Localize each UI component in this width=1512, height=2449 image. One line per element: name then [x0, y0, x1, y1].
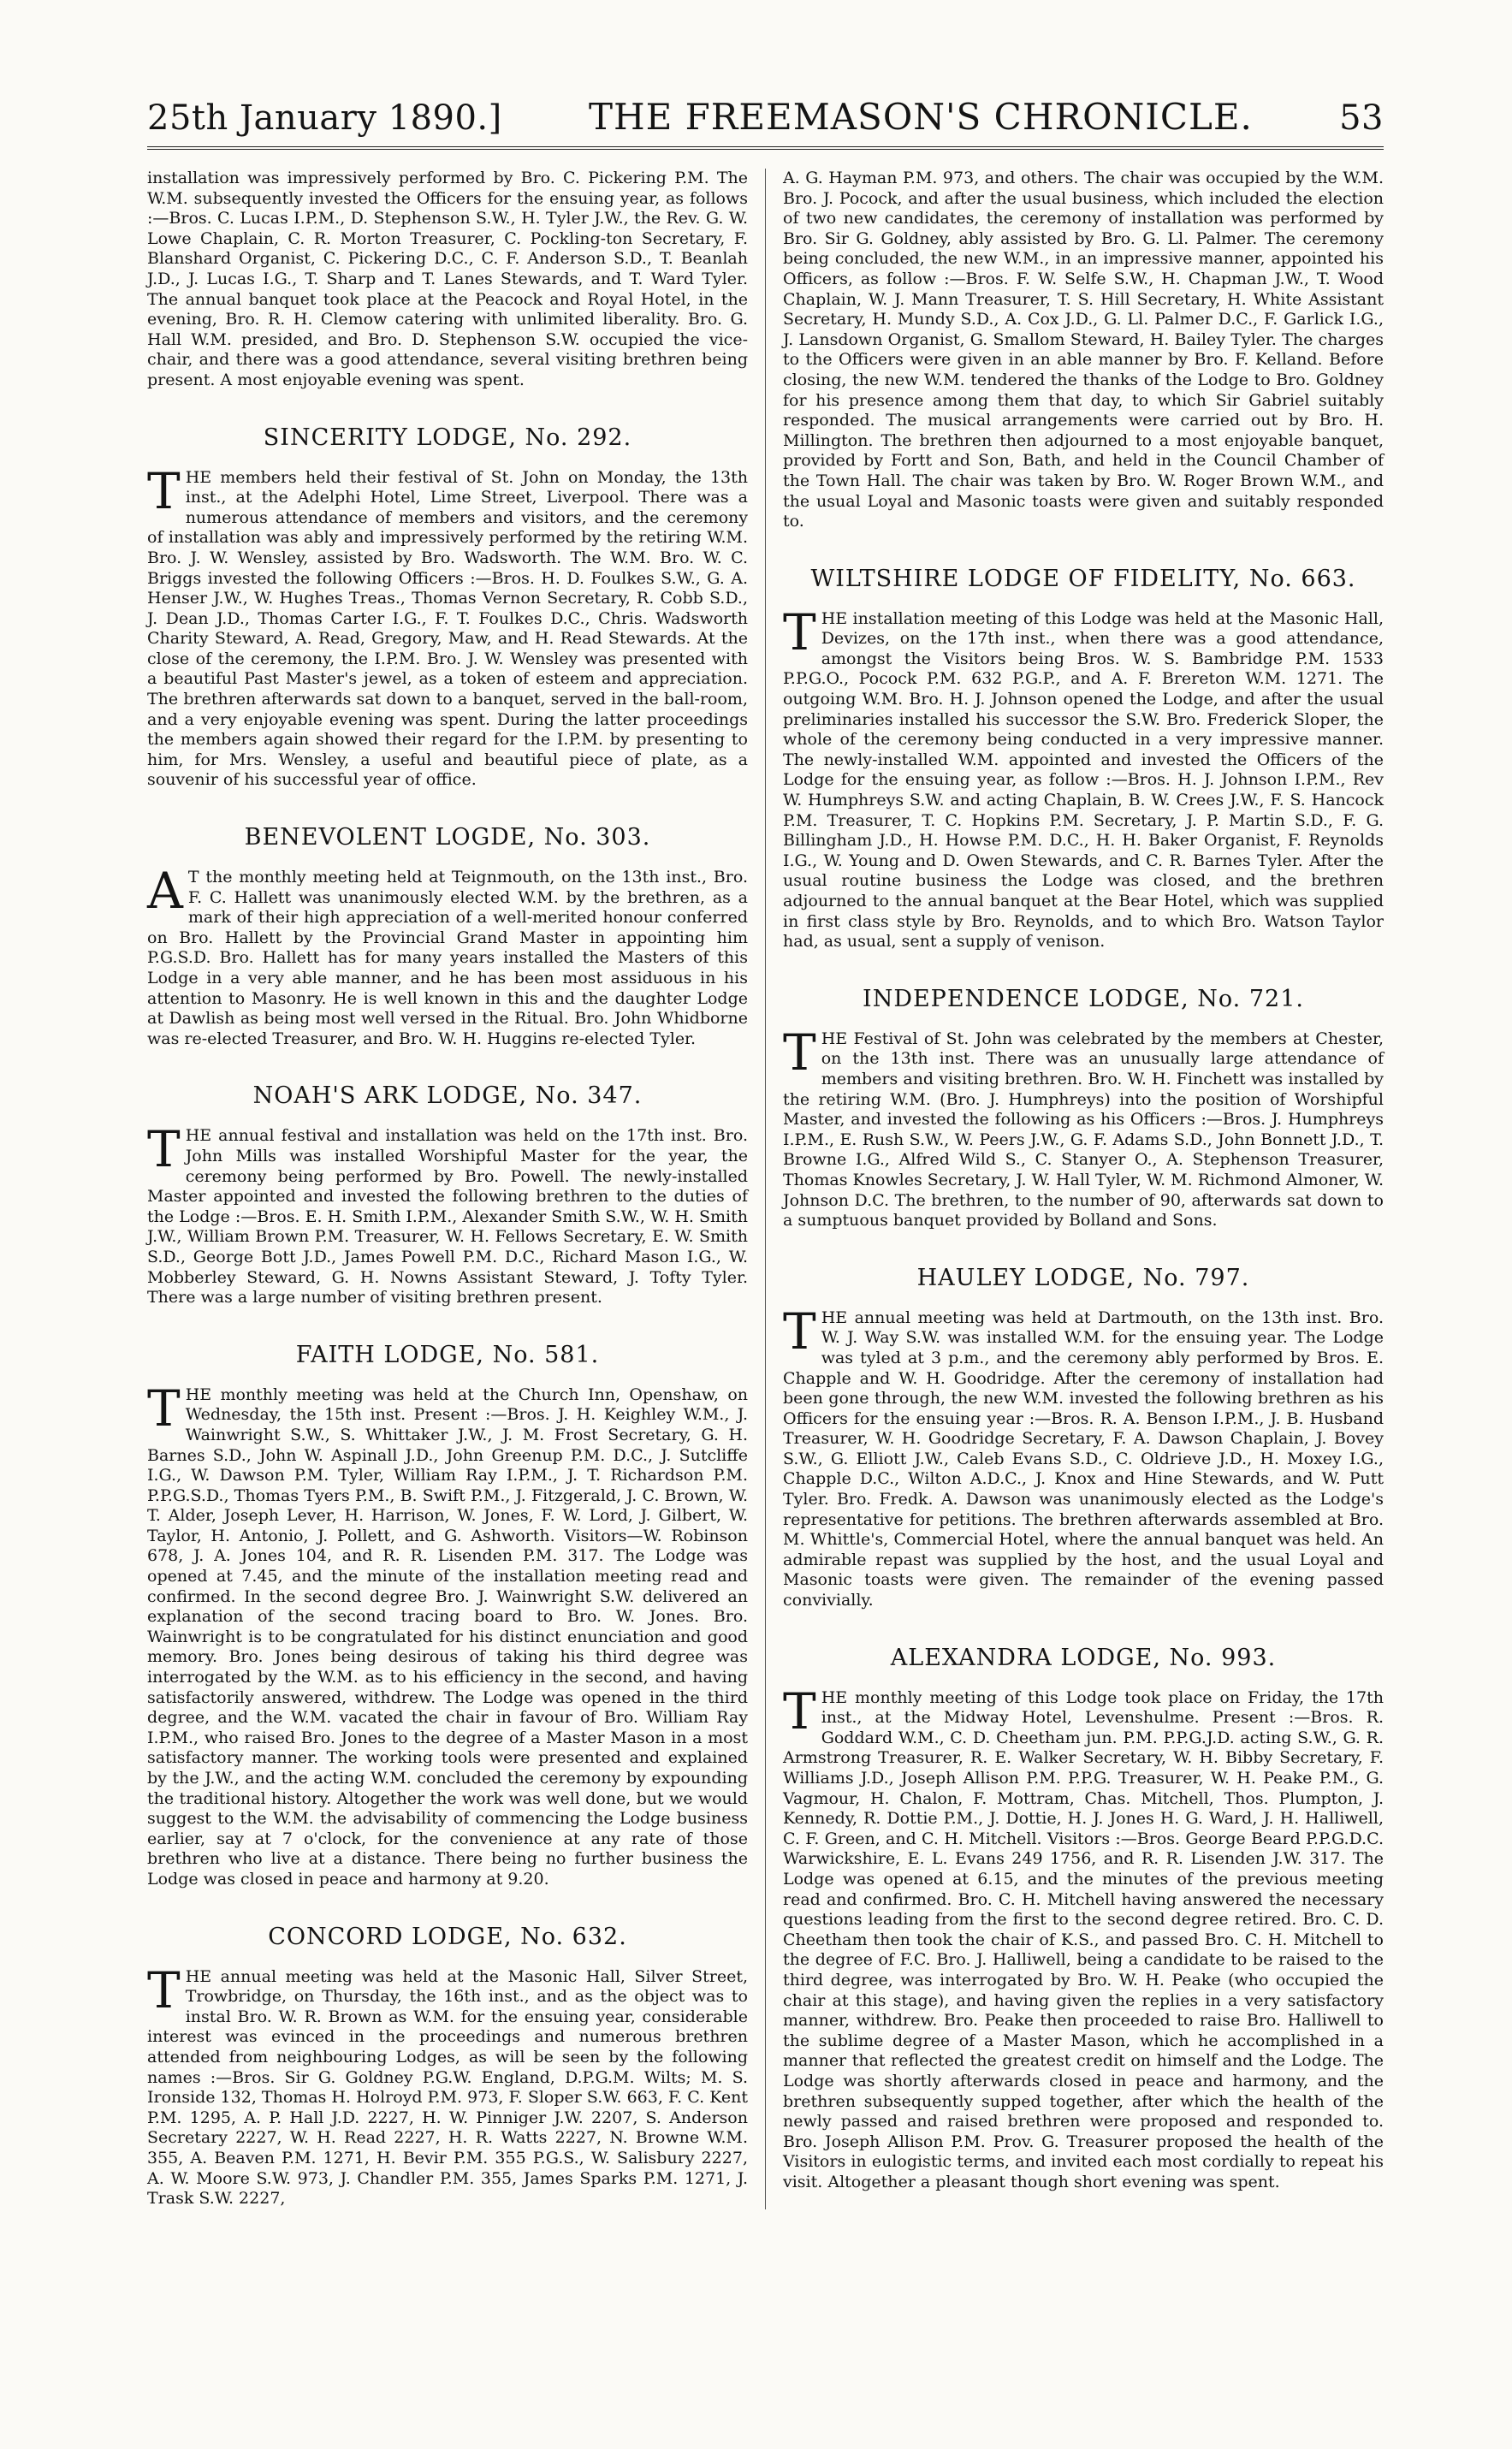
continued-article-text: A. G. Hayman P.M. 973, and others. The chair was occupied by the W.M. Bro. J. Pocock, and after the usual business, which included the election of two new candidates, the ceremony of installation was performed by Bro. Sir G. Goldney, ably assisted by Bro. G. Ll. Palmer. The ceremony being concluded, the new W.M., in an impressive manner, appointed his Officers, as follow :—Bros. F. W. Selfe S.W., H. Chapman J.W., T. Wood Chaplain, W. J. Mann Treasurer, T. S. Hill Secretary, H. White Assistant Secretary, H. Mundy S.D., A. Cox J.D., G. Ll. Palmer D.C., F. Garlick I.G., J. Lansdown Organist, G. Smallom Steward, H. Bailey Tyler. The charges to the Officers were given in an able manner by Bro. F. Kelland. Before closing, the new W.M. tendered the thanks of the Lodge to Bro. Goldney for his presence among them that day, to which Sir Gabriel suitably responded. The musical arrangements were carried out by Bro. H. Millington. The brethren then adjourned to a most enjoyable banquet, provided by Fortt and Son, Bath, and held in the Council Chamber of the Town Hall. The chair was taken by Bro. W. Roger Brown W.M., and the usual Loyal and Masonic toasts were given and suitably responded to. — [783, 169, 1384, 531]
drop-cap: T — [783, 1023, 816, 1082]
article-title: CONCORD LODGE, No. 632. — [268, 1923, 627, 1950]
page-number: 53 — [1339, 98, 1384, 138]
drop-cap: T — [147, 1960, 181, 2019]
drop-cap: T — [147, 1120, 181, 1179]
article-faith-lodge — [147, 1343, 748, 1890]
article-text: HE annual meeting was held at Dartmouth, on the 13th inst. Bro. W. J. Way S.W. was installed W.M. for the ensuing year. The Lodge was tyled at 3 p.m., and the ceremony ably performed by Bros. E. Chapple and W. H. Goodridge. After the ceremony of installation had been gone through, the new W.M. invested the following brethren as his Officers for the ensuing year :—Bros. R. A. Benson I.P.M., J. B. Husband Treasurer, W. H. Goodridge Secretary, F. A. Dawson Chaplain, J. Bovey S.W., G. Elliott J.W., Caleb Evans S.D., C. Oldrieve J.D., H. Moxey I.G., Chapple D.C., Wilton A.D.C., J. Knox and Hine Stewards, and W. Putt Tyler. Bro. Fredk. A. Dawson was unanimously elected as the Lodge's representative for petitions. The brethren afterwards assembled at Bro. M. Whittle's, Commercial Hotel, where the annual banquet was held. An admirable repast was supplied by the host, and the usual Loyal and Masonic toasts were given. The remainder of the evening passed convivially. — [783, 1308, 1384, 1610]
drop-cap: A — [147, 862, 183, 921]
article-text: HE annual festival and installation was held on the 17th inst. Bro. John Mills was installed Worshipful Master for the year, the ceremony being performed by Bro. Powell. The newly-installed Master appointed and invested the following brethren to the duties of the Lodge :—Bros. E. H. Smith I.P.M., Alexander Smith S.W., W. H. Smith J.W., William Brown P.M. Treasurer, W. H. Fellows Secretary, E. W. Smith S.D., George Bott J.D., James Powell P.M. D.C., Richard Mason I.G., W. Mobberley Steward, G. H. Nowns Assistant Steward, J. Tofty Tyler. There was a large number of visiting brethren present. — [147, 1126, 748, 1308]
drop-cap: T — [147, 461, 181, 520]
drop-cap: T — [783, 602, 816, 661]
article-title: FAITH LODGE, No. 581. — [295, 1341, 600, 1368]
article-alexandra-lodge — [783, 1646, 1384, 2193]
left-column-intro — [147, 169, 748, 391]
article-title: INDEPENDENCE LODGE, No. 721. — [863, 985, 1304, 1012]
masthead — [147, 96, 1384, 150]
article-text: HE installation meeting of this Lodge was held at the Masonic Hall, Devizes, on the 17th inst., when there was a good attendance, amongst the Visitors being Bros. W. S. Bambridge P.M. 1533 P.P.G.O., Pocock P.M. 632 P.G.P., and A. F. Brereton W.M. 1271. The outgoing W.M. Bro. H. J. Johnson opened the Lodge, and after the usual preliminaries installed his successor the S.W. Bro. Frederick Sloper, the whole of the ceremony being conducted in a very impressive manner. The newly-installed W.M. appointed and invested the Officers of the Lodge for the ensuing year, as follow :—Bros. H. J. Johnson I.P.M., Rev W. Humphreys S.W. and acting Chaplain, B. W. Crees J.W., F. S. Hancock P.M. Treasurer, T. C. Hopkins P.M. Secretary, J. P. Martin S.D., F. G. Billingham J.D., H. Howse P.M. D.C., H. H. Baker Organist, F. Reynolds I.G., W. Young and D. Owen Stewards, and C. R. Barnes Tyler. After the usual routine business the Lodge was closed, and the brethren adjourned to the annual banquet at the Bear Hotel, which was supplied in first class style by Bro. Reynolds, and to which Bro. Watson Taylor had, as usual, sent a supply of venison. — [783, 608, 1384, 952]
article-title: NOAH'S ARK LODGE, No. 347. — [252, 1082, 643, 1110]
article-text: HE Festival of St. John was celebrated by the members at Chester, on the 13th inst. There was an unusually large attendance of members and visiting brethren. Bro. W. H. Finchett was installed by the retiring W.M. (Bro. J. Humphreys) into the position of Worshipful Master, and invested the following as his Officers :—Bros. J. Humphreys I.P.M., E. Rush S.W., W. Peers J.W., G. F. Adams S.D., John Bonnett J.D., T. Browne I.G., Alfred Wild S., C. Stanyer O., A. Stephenson Treasurer, Thomas Knowles Secretary, J. W. Hall Tyler, W. M. Richmond Almoner, W. Johnson D.C. The brethren, to the number of 90, afterwards sat down to a sumptuous banquet provided by Bolland and Sons. — [783, 1029, 1384, 1230]
article-title: ALEXANDRA LODGE, No. 993. — [890, 1644, 1277, 1671]
article-noahs-ark-lodge — [147, 1083, 748, 1308]
article-text: HE annual meeting was held at the Masonic Hall, Silver Street, Trowbridge, on Thursday, the 16th inst., and as the object was to instal Bro. W. R. Brown as W.M. for the ensuing year, considerable interest was evinced in the proceedings and numerous brethren attended from neighbouring Lodges, as will be seen by the following names :—Bros. Sir G. Goldney P.G.W. England, D.P.G.M. Wilts; M. S. Ironside 132, Thomas H. Holroyd P.M. 973, F. Sloper S.W. 663, F. C. Kent P.M. 1295, A. P. Hall J.D. 2227, H. W. Pinniger J.W. 2207, S. Anderson Secretary 2227, W. H. Read 2227, H. R. Watts 2227, N. Browne W.M. 355, A. Beaven P.M. 1271, H. Bevir P.M. 355 P.G.S., W. Salisbury 2227, A. W. Moore S.W. 973, J. Chandler P.M. 355, James Sparks P.M. 1271, J. Trask S.W. 2227, — [147, 1966, 748, 2209]
continued-article-text: installation was impressively performed by Bro. C. Pickering P.M. The W.M. subsequently invested the Officers for the ensuing year, as follows :—Bros. C. Lucas I.P.M., D. Stephenson S.W., H. Tyler J.W., the Rev. G. W. Lowe Chaplain, C. R. Morton Treasurer, C. Pockling-ton Secretary, F. Blanshard Organist, C. Pickering D.C., C. F. Anderson S.D., T. Beanlah J.D., J. Lucas I.G., T. Sharp and T. Lanes Stewards, and T. Ward Tyler. The annual banquet took place at the Peacock and Royal Hotel, in the evening, Bro. R. H. Clemow catering with unlimited liberality. Bro. G. Hall W.M. presided, and Bro. D. Stephenson S.W. occupied the vice-chair, and there was a good attendance, several visiting brethren being present. A most enjoyable evening was spent. — [147, 169, 748, 389]
drop-cap: T — [783, 1681, 816, 1740]
right-column — [765, 169, 1384, 2209]
article-hauley-lodge — [783, 1266, 1384, 1611]
drop-cap: T — [147, 1379, 181, 1438]
drop-cap: T — [783, 1302, 816, 1361]
article-text: HE monthly meeting of this Lodge took place on Friday, the 17th inst., at the Midway Hotel, Levenshulme. Present :—Bros. R. Goddard W.M., C. D. Cheetham jun. P.M. P.P.G.J.D. acting S.W., G. R. Armstrong Treasurer, R. E. Walker Secretary, W. H. Bibby Secretary, F. Williams J.D., Joseph Allison P.M. P.P.G. Treasurer, W. H. Peake P.M., G. Vagmour, H. Chalon, F. Mottram, Chas. Mitchell, Thos. Plumpton, J. Kennedy, R. Dottie P.M., J. Dottie, H. J. Jones H. G. Ward, J. H. Halliwell, C. F. Green, and C. H. Mitchell. Visitors :—Bros. George Beard P.P.G.D.C. Warwickshire, E. L. Evans 249 1756, and R. R. Lisenden J.W. 317. The Lodge was opened at 6.15, and the minutes of the previous meeting read and confirmed. Bro. C. H. Mitchell having answered the necessary questions leading from the first to the second degree retired. Bro. C. D. Cheetham then took the chair of K.S., and passed Bro. C. H. Mitchell to the degree of F.C. Bro. J. Halliwell, being a candidate to be raised to the third degree, was interrogated by Bro. W. H. Peake (who occupied the chair at this stage), and having given the replies in a very satisfactory manner, withdrew. Bro. Peake then proceeded to raise Bro. Halliwell to the sublime degree of a Master Mason, which he accomplished in a manner that reflected the greatest credit on himself and the Lodge. The Lodge was shortly afterwards closed in peace and harmony, and the brethren subsequently supped together, after which the health of the newly passed and raised brethren were proposed and responded to. Bro. Joseph Allison P.M. Prov. G. Treasurer proposed the health of the Visitors in eulogistic terms, and invited each most cordially to repeat his visit. Altogether a pleasant though short evening was spent. — [783, 1687, 1384, 2191]
article-independence-lodge — [783, 987, 1384, 1231]
article-wiltshire-lodge — [783, 566, 1384, 952]
article-title: HAULEY LODGE, No. 797. — [916, 1264, 1250, 1291]
article-title: WILTSHIRE LODGE OF FIDELITY, No. 663. — [810, 565, 1356, 592]
article-sincerity-lodge — [147, 425, 748, 792]
issue-date: 25th January 1890.] — [147, 98, 502, 138]
article-text: HE monthly meeting was held at the Church Inn, Openshaw, on Wednesday, the 15th inst. Present :—Bros. J. H. Keighley W.M., J. Wainwright S.W., S. Whittaker J.W., J. M. Frost Secretary, G. H. Barnes S.D., John W. Aspinall J.D., John Greenup P.M. D.C., J. Sutcliffe I.G., W. Dawson P.M. Tyler, William Ray I.P.M., J. T. Richardson P.M. P.P.G.S.D., Thomas Tyers P.M., B. Swift P.M., J. Fitzgerald, J. C. Brown, W. T. Alder, Joseph Lever, H. Harrison, W. Jones, F. W. Lord, J. Gilbert, W. Taylor, H. Antonio, J. Pollett, and G. Ashworth. Visitors—W. Robinson 678, J. A. Jones 104, and R. R. Lisenden P.M. 317. The Lodge was opened at 7.45, and the minute of the installation meeting read and confirmed. In the second degree Bro. J. Wainwright S.W. delivered an explanation of the second tracing board to Bro. W. Jones. Bro. Wainwright is to be congratulated for his distinct enunciation and good memory. Bro. Jones being desirous of taking his third degree was interrogated by the W.M. as to his efficiency in the second, and having satisfactorily answered, withdrew. The Lodge was opened in the third degree, and the W.M. vacated the chair in favour of Bro. William Ray I.P.M., who raised Bro. Jones to the degree of a Master Mason in a most satisfactory manner. The working tools were presented and explained by the J.W., and the acting W.M. concluded the ceremony by expounding the traditional history. Altogether the work was well done, but we would suggest to the W.M. the advisability of commencing the Lodge business earlier, say at 7 o'clock, for the convenience at any rate of those brethren who live at a distance. There being no further business the Lodge was closed in peace and harmony at 9.20. — [147, 1385, 748, 1889]
columns — [147, 169, 1384, 2209]
article-title: BENEVOLENT LOGDE, No. 303. — [244, 824, 651, 851]
article-concord-lodge — [147, 1924, 748, 2209]
article-text: HE members held their festival of St. John on Monday, the 13th inst., at the Adelphi Hotel, Lime Street, Liverpool. There was a numerous attendance of members and visitors, and the ceremony of installation was ably and impressively performed by the retiring W.M. Bro. J. W. Wensley, assisted by Bro. Wadsworth. The W.M. Bro. W. C. Briggs invested the following Officers :—Bros. H. D. Foulkes S.W., G. A. Henser J.W., W. Hughes Treas., Thomas Vernon Secretary, R. Cobb S.D., J. Dean J.D., Thomas Carter I.G., F. T. Foulkes D.C., Chris. Wadsworth Charity Steward, A. Read, Gregory, Maw, and H. Read Stewards. At the close of the ceremony, the I.P.M. Bro. J. W. Wensley was presented with a beautiful Past Master's jewel, as a token of esteem and appreciation. The brethren afterwards sat down to a banquet, served in the ball-room, and a very enjoyable evening was spent. During the latter proceedings the members again showed their regard for the I.P.M. by presenting to him, for Mrs. Wensley, a useful and beautiful piece of plate, as a souvenir of his successful year of office. — [147, 467, 748, 790]
article-text: T the monthly meeting held at Teignmouth, on the 13th inst., Bro. F. C. Hallett was unanimously elected W.M. by the brethren, as a mark of their high appreciation of a well-merited honour conferred on Bro. Hallett by the Provincial Grand Master in appointing him P.G.S.D. Bro. Hallett has for many years installed the Masters of this Lodge in a very able manner, and he has been most assiduous in his attention to Masonry. He is well known in this and the daughter Lodge at Dawlish as being most well versed in the Ritual. Bro. John Whidborne was re-elected Treasurer, and Bro. W. H. Huggins re-elected Tyler. — [147, 868, 748, 1048]
publication-title: THE FREEMASON'S CHRONICLE. — [588, 96, 1253, 138]
article-benevolent-lodge — [147, 825, 748, 1049]
right-column-intro — [783, 169, 1384, 532]
article-title: SINCERITY LODGE, No. 292. — [263, 424, 632, 451]
left-column — [147, 169, 765, 2209]
